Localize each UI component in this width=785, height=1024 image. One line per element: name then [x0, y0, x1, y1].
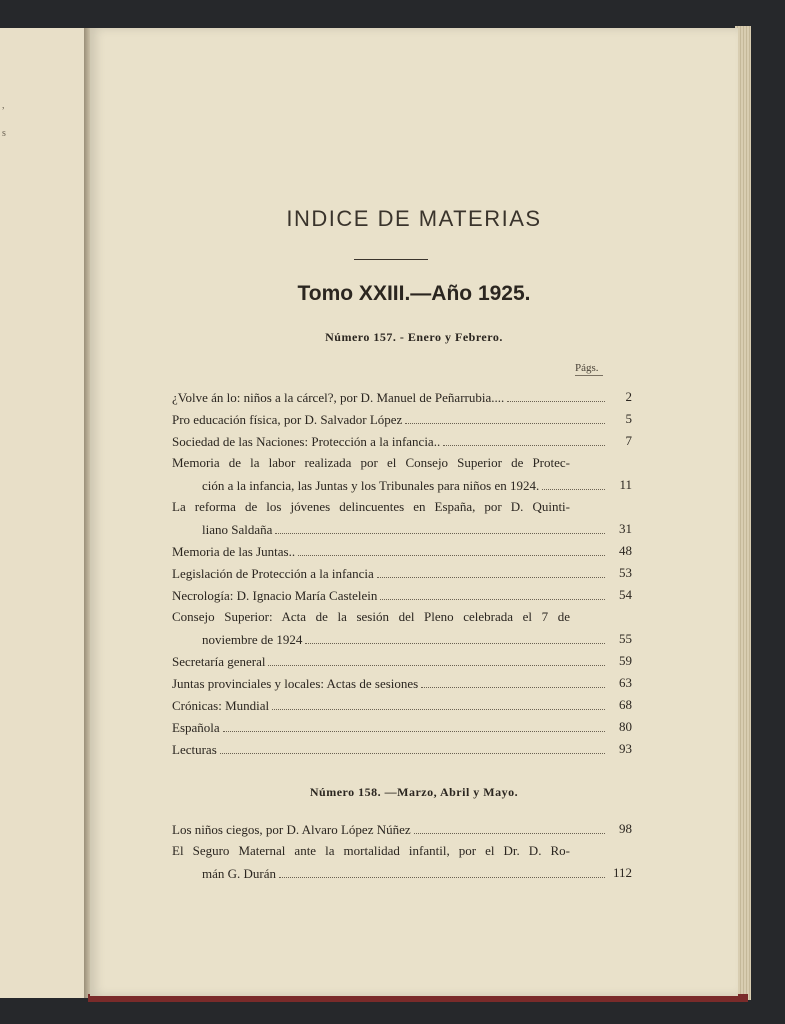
toc-entry: ¿Volve án lo: niños a la cárcel?, por D. Manuel de Peñarrubia.... 2: [172, 389, 632, 405]
toc-entry-line: Consejo Superior: Acta de la sesión del Pleno celebrada el 7 de: [172, 609, 570, 624]
toc-entry: liano Saldaña 31: [202, 521, 632, 537]
page-number: 80: [619, 719, 632, 734]
toc-entry: Pro educación física, por D. Salvador López 5: [172, 411, 632, 427]
toc-entry: Los niños ciegos, por D. Alvaro López Núñez 98: [172, 821, 632, 837]
left-page: [0, 28, 86, 998]
page-number: 63: [619, 675, 632, 690]
index-page: [90, 28, 738, 996]
page-number: 5: [625, 411, 632, 426]
toc-entry: Crónicas: Mundial 68: [172, 697, 632, 713]
page-title: INDICE DE MATERIAS: [286, 206, 542, 231]
page-number: 31: [619, 521, 632, 536]
toc-entry: Memoria de las Juntas.. 48: [172, 543, 632, 559]
page-number: 68: [619, 697, 632, 712]
page-number: 53: [619, 565, 632, 580]
section-heading: Número 157. - Enero y Febrero.: [325, 330, 503, 344]
toc-entry: ción a la infancia, las Juntas y los Tribunales para niños en 1924. 11: [202, 477, 632, 493]
volume-title: Tomo XXIII.—Año 1925.: [297, 282, 531, 305]
toc-entry-line: La reforma de los jóvenes delincuentes en España, por D. Quinti-: [172, 499, 570, 514]
toc-entry-line: Memoria de la labor realizada por el Consejo Superior de Protec-: [172, 455, 570, 470]
toc-entry: Juntas provinciales y locales: Actas de sesiones 63: [172, 675, 632, 691]
toc-entry: Española 80: [172, 719, 632, 735]
page-number: 2: [625, 389, 632, 404]
page-number: 54: [619, 587, 632, 602]
toc-entry-line: El Seguro Maternal ante la mortalidad infantil, por el Dr. D. Ro-: [172, 843, 570, 858]
margin-mark: s: [2, 128, 6, 139]
toc-entry: Legislación de Protección a la infancia 53: [172, 565, 632, 581]
margin-mark: ,: [2, 100, 5, 111]
page-number: 112: [612, 865, 632, 880]
page-number: 59: [619, 653, 632, 668]
section-heading: Número 158. —Marzo, Abril y Mayo.: [309, 785, 519, 799]
page-number: 48: [619, 543, 632, 558]
pages-header: Págs.: [575, 362, 603, 376]
toc-entry: Secretaría general 59: [172, 653, 632, 669]
page-number: 93: [619, 741, 632, 756]
toc-entry: mán G. Durán 112: [202, 865, 632, 881]
page-number: 55: [619, 631, 632, 646]
toc-entry: Necrología: D. Ignacio María Castelein 54: [172, 587, 632, 603]
toc-entry: noviembre de 1924 55: [202, 631, 632, 647]
page-number: 11: [619, 477, 632, 492]
page-number: 7: [625, 433, 632, 448]
page-number: 98: [619, 821, 632, 836]
toc-entry: Sociedad de las Naciones: Protección a la infancia.. 7: [172, 433, 632, 449]
title-rule: [354, 259, 428, 260]
toc-entry: Lecturas 93: [172, 741, 632, 757]
